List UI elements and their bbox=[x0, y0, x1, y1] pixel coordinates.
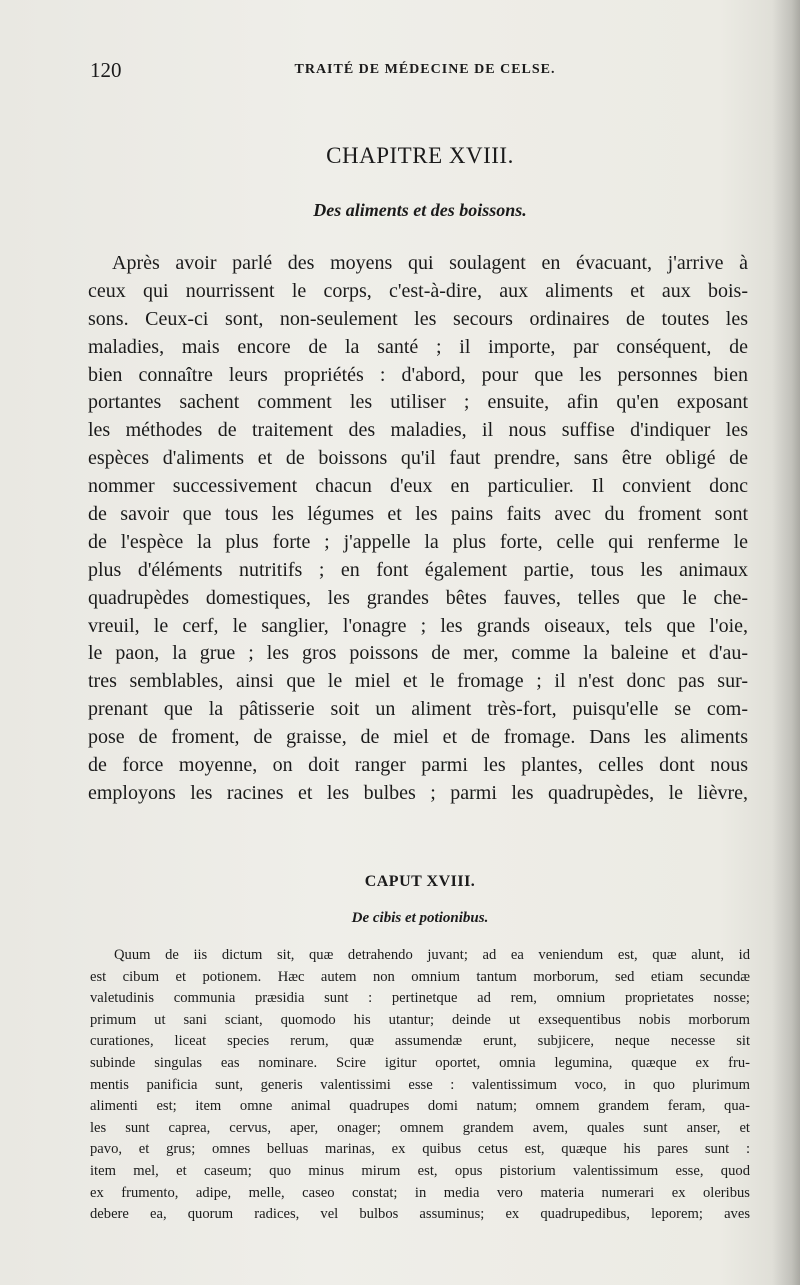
french-text-line: de savoir que tous les légumes et les pains faits avec du froment sont bbox=[88, 503, 748, 526]
latin-text-line: item mel, et caseum; quo minus mirum est, opus pistorium valentissimum esse, quod bbox=[90, 1162, 750, 1179]
latin-text-line: primum ut sani sciant, quomodo his utantur; deinde ut exsequentibus nobis morborum bbox=[90, 1011, 750, 1028]
latin-text-line: curationes, liceat species rerum, quæ assumendæ erunt, subjicere, neque necesse sit bbox=[90, 1033, 750, 1050]
latin-text-line: les sunt caprea, cervus, aper, onager; omnem grandem avem, quales sunt anser, et bbox=[90, 1119, 750, 1136]
french-text-line: quadrupèdes domestiques, les grandes bêtes fauves, telles que le che- bbox=[88, 586, 748, 609]
french-text-line: maladies, mais encore de la santé ; il importe, par conséquent, de bbox=[88, 335, 748, 358]
french-text-line: de force moyenne, on doit ranger parmi les plantes, celles dont nous bbox=[88, 754, 748, 777]
french-text-line: pose de froment, de graisse, de miel et de fromage. Dans les aliments bbox=[88, 726, 748, 749]
running-title: TRAITÉ DE MÉDECINE DE CELSE. bbox=[294, 62, 556, 77]
latin-text bbox=[90, 945, 750, 1226]
latin-text-line: Quum de iis dictum sit, quæ detrahendo juvant; ad ea veniendum est, quæ alunt, id bbox=[114, 947, 750, 963]
french-text-line: de l'espèce la plus forte ; j'appelle la plus forte, celle qui renferme le bbox=[88, 530, 748, 553]
french-text bbox=[88, 250, 748, 808]
french-text-line: espèces d'aliments et de boissons qu'il faut prendre, sans être obligé de bbox=[88, 447, 748, 470]
latin-text-line: alimenti est; item omne animal quadrupes domi natum; omnem grandem feram, qua- bbox=[90, 1098, 750, 1115]
french-text-line: le paon, la grue ; les gros poissons de mer, comme la baleine et d'au- bbox=[88, 642, 748, 665]
latin-text-line: mentis panificia sunt, generis valentissimi esse : valentissimum voco, in quo plurimum bbox=[90, 1076, 750, 1093]
latin-text-line: debere ea, quorum radices, vel bulbos assuminus; ex quadrupedibus, leporem; aves bbox=[90, 1206, 750, 1223]
page-number: 120 bbox=[90, 58, 122, 82]
french-text-line: tres semblables, ainsi que le miel et le fromage ; il n'est donc pas sur- bbox=[88, 670, 748, 693]
french-text-line: prenant que la pâtisserie soit un aliment très-fort, puisqu'elle se com- bbox=[88, 698, 748, 721]
chapter-subtitle: Des aliments et des boissons. bbox=[313, 200, 527, 220]
french-text-line: nommer successivement chacun d'eux en particulier. Il convient donc bbox=[88, 475, 748, 498]
french-text-line: Après avoir parlé des moyens qui soulagent en évacuant, j'arrive à bbox=[112, 252, 748, 274]
latin-title: CAPUT XVIII. bbox=[364, 873, 476, 890]
french-text-line: plus d'éléments nutritifs ; en font également partie, tous les animaux bbox=[88, 558, 748, 581]
french-text-line: portantes sachent comment les utiliser ; ensuite, afin qu'en exposant bbox=[88, 391, 748, 414]
running-head bbox=[90, 58, 760, 86]
french-text-line: les méthodes de traitement des maladies, il nous suffise d'indiquer les bbox=[88, 419, 748, 442]
french-text-line: bien connaître leurs propriétés : d'abord, pour que les personnes bien bbox=[88, 363, 748, 386]
french-text-line: employons les racines et les bulbes ; parmi les quadrupèdes, le lièvre, bbox=[88, 781, 748, 804]
latin-text-line: pavo, et grus; omnes belluas marinas, ex quibus cetus est, quæque his pares sunt : bbox=[90, 1141, 750, 1158]
french-text-line: ceux qui nourrissent le corps, c'est-à-dire, aux aliments et aux bois- bbox=[88, 279, 748, 302]
page-edge-shadow bbox=[772, 0, 800, 1285]
french-text-line: sons. Ceux-ci sont, non-seulement les secours ordinaires de toutes les bbox=[88, 307, 748, 330]
latin-text-line: subinde singulas eas nominare. Scire igitur oportet, omnia legumina, quæque ex fru- bbox=[90, 1054, 750, 1071]
latin-text-line: est cibum et potionem. Hæc autem non omnium tantum morborum, sed etiam secundæ bbox=[90, 968, 750, 985]
chapter-title: CHAPITRE XVIII. bbox=[326, 143, 514, 168]
latin-text-line: valetudinis communia præsidia sunt : pertinetque ad rem, omnium proprietates nosse; bbox=[90, 990, 750, 1007]
french-text-line: vreuil, le cerf, le sanglier, l'onagre ; les grands oiseaux, tels que l'oie, bbox=[88, 614, 748, 637]
latin-text-line: ex frumento, adipe, melle, caseo constat; in media vero materia numerari ex oleribus bbox=[90, 1184, 750, 1201]
latin-subtitle: De cibis et potionibus. bbox=[351, 910, 489, 926]
